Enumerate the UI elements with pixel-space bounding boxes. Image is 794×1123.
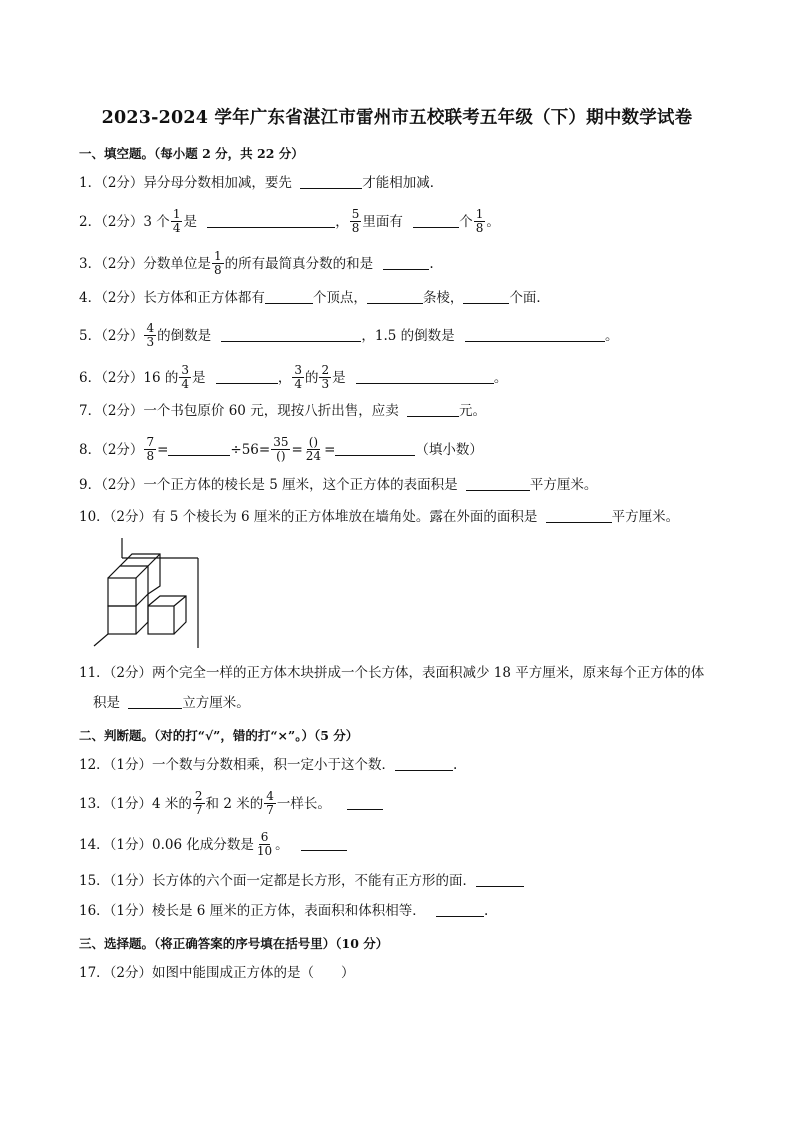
cube-stack-figure bbox=[88, 538, 204, 650]
question-3 bbox=[79, 249, 434, 277]
answer-blank[interactable] bbox=[407, 402, 459, 417]
question-text: 积是 bbox=[93, 695, 120, 711]
question-text: 的 bbox=[304, 370, 319, 386]
answer-blank[interactable] bbox=[335, 441, 415, 456]
question-text: 和 2 米的 bbox=[205, 796, 264, 812]
question-text: 11．（2分）两个完全一样的正方体木块拼成一个长方体，表面积减少 18 平方厘米，原来每个正方体的体 bbox=[79, 665, 705, 681]
question-text: 个顶点， bbox=[312, 290, 367, 306]
question-text: 16．（1分）棱长是 6 厘米的正方体，表面积和体积相等． bbox=[79, 903, 426, 919]
question-text: 8．（2分） bbox=[79, 442, 144, 458]
fraction: $\frac{()}{24}$ bbox=[305, 435, 322, 463]
question-text: = bbox=[291, 442, 303, 458]
question-11-cont bbox=[93, 693, 250, 713]
question-text: . bbox=[453, 757, 458, 773]
question-text: = bbox=[324, 442, 336, 458]
question-8 bbox=[79, 435, 483, 463]
fraction: $\frac{3}{4}$ bbox=[181, 363, 190, 391]
question-text: 14．（1分）0.06 化成分数是 bbox=[79, 837, 254, 853]
question-text: 平方厘米。 bbox=[611, 509, 680, 525]
fraction: $\frac{1}{8}$ bbox=[213, 249, 222, 277]
fraction: $\frac{2}{7}$ bbox=[194, 789, 203, 817]
question-12 bbox=[79, 755, 457, 775]
question-text: ，1.5 的倒数是 bbox=[361, 328, 455, 344]
fraction: $\frac{7}{8}$ bbox=[146, 435, 155, 463]
question-text: ， bbox=[277, 370, 292, 386]
answer-blank[interactable] bbox=[395, 756, 453, 771]
section-true-false: 二、判断题。（对的打“√”，错的打“×”。）（5 分） bbox=[79, 728, 359, 743]
answer-blank[interactable] bbox=[465, 327, 605, 342]
fraction: $\frac{1}{4}$ bbox=[172, 207, 181, 235]
fraction: $\frac{4}{7}$ bbox=[266, 789, 274, 817]
question-text: 3．（2分）分数单位是 bbox=[79, 256, 211, 272]
answer-blank[interactable] bbox=[476, 872, 524, 887]
question-16 bbox=[79, 901, 488, 921]
question-9 bbox=[79, 475, 597, 495]
question-text: = bbox=[157, 442, 169, 458]
fraction: $\frac{35}{()}$ bbox=[273, 435, 289, 463]
question-text: 是 bbox=[183, 214, 197, 230]
exam-title: 2023-2024 学年广东省湛江市雷州市五校联考五年级（下）期中数学试卷 bbox=[101, 108, 693, 128]
question-text: 。 bbox=[275, 837, 289, 853]
question-text: 平方厘米。 bbox=[529, 477, 598, 493]
question-1 bbox=[79, 173, 443, 193]
question-text: 。 bbox=[486, 214, 500, 230]
fraction: $\frac{1}{8}$ bbox=[475, 207, 484, 235]
question-text: 17．（2分）如图中能围成正方体的是（ ） bbox=[79, 965, 355, 981]
fraction: $\frac{2}{3}$ bbox=[321, 363, 330, 391]
answer-blank[interactable] bbox=[347, 795, 383, 810]
question-text: 条棱， bbox=[422, 290, 464, 306]
question-text: 的倒数是 bbox=[157, 328, 212, 344]
question-2 bbox=[79, 207, 500, 235]
question-text: 立方厘米。 bbox=[182, 695, 250, 711]
answer-blank[interactable] bbox=[128, 694, 182, 709]
question-text: 一样长。 bbox=[276, 796, 331, 812]
question-text: 4．（2分）长方体和正方体都有 bbox=[79, 290, 265, 306]
answer-blank[interactable] bbox=[168, 441, 230, 456]
question-text: 7．（2分）一个书包原价 60 元，现按八折出售，应卖 bbox=[79, 403, 399, 419]
question-4 bbox=[79, 288, 550, 308]
question-text: 是 bbox=[192, 370, 206, 386]
answer-blank[interactable] bbox=[300, 174, 362, 189]
question-text: 。 bbox=[604, 328, 619, 344]
question-7 bbox=[79, 401, 486, 421]
answer-blank[interactable] bbox=[221, 327, 361, 342]
section-multiple-choice: 三、选择题。（将正确答案的序号填在括号里）（10 分） bbox=[79, 936, 389, 951]
question-text: 5．（2分） bbox=[79, 328, 144, 344]
fraction: $\frac{3}{4}$ bbox=[294, 363, 302, 391]
question-text: 12．（1分）一个数与分数相乘，积一定小于这个数． bbox=[79, 757, 396, 773]
question-text: . bbox=[484, 903, 489, 919]
answer-blank[interactable] bbox=[463, 289, 509, 304]
section-fill-in: 一、填空题。（每小题 2 分，共 22 分） bbox=[79, 146, 304, 161]
question-text: 6．（2分）16 的 bbox=[79, 370, 179, 386]
question-6 bbox=[79, 363, 508, 391]
answer-blank[interactable] bbox=[413, 213, 459, 228]
question-text: 元。 bbox=[459, 403, 486, 419]
answer-blank[interactable] bbox=[265, 289, 313, 304]
answer-blank[interactable] bbox=[383, 255, 429, 270]
answer-blank[interactable] bbox=[301, 836, 347, 851]
answer-blank[interactable] bbox=[546, 508, 612, 523]
question-15 bbox=[79, 871, 524, 891]
fraction: $\frac{6}{10}$ bbox=[256, 830, 273, 858]
question-text: 是 bbox=[332, 370, 346, 386]
question-text: 个面． bbox=[509, 290, 550, 306]
question-11 bbox=[79, 663, 704, 683]
question-text: 个 bbox=[459, 214, 473, 230]
answer-blank[interactable] bbox=[466, 476, 530, 491]
question-text: . bbox=[429, 256, 434, 272]
answer-blank[interactable] bbox=[356, 369, 494, 384]
question-text: 1．（2分）异分母分数相加减，要先 bbox=[79, 175, 292, 191]
question-text: 15．（1分）长方体的六个面一定都是长方形，不能有正方形的面． bbox=[79, 873, 477, 889]
question-text: 10．（2分）有 5 个棱长为 6 厘米的正方体堆放在墙角处。露在外面的面积是 bbox=[79, 509, 538, 525]
question-14 bbox=[79, 830, 347, 858]
answer-blank[interactable] bbox=[216, 369, 278, 384]
answer-blank[interactable] bbox=[436, 902, 484, 917]
question-text: 里面有 bbox=[362, 214, 403, 230]
question-text: （填小数） bbox=[415, 442, 483, 458]
question-text: 2．（2分）3 个 bbox=[79, 214, 170, 230]
fraction: $\frac{5}{8}$ bbox=[351, 207, 360, 235]
answer-blank[interactable] bbox=[207, 213, 335, 228]
question-text: 9．（2分）一个正方体的棱长是 5 厘米，这个正方体的表面积是 bbox=[79, 477, 458, 493]
question-5 bbox=[79, 321, 619, 349]
question-13 bbox=[79, 789, 383, 817]
question-text: 的所有最简真分数的和是 bbox=[224, 256, 374, 272]
question-text: ÷56= bbox=[230, 442, 271, 458]
question-text: 才能相加减． bbox=[362, 175, 444, 191]
question-17 bbox=[79, 963, 355, 983]
question-10 bbox=[79, 507, 679, 527]
question-text: 。 bbox=[493, 370, 508, 386]
fraction: $\frac{4}{3}$ bbox=[146, 321, 155, 349]
question-text: ， bbox=[335, 214, 349, 230]
question-text: 13．（1分）4 米的 bbox=[79, 796, 192, 812]
answer-blank[interactable] bbox=[367, 289, 423, 304]
